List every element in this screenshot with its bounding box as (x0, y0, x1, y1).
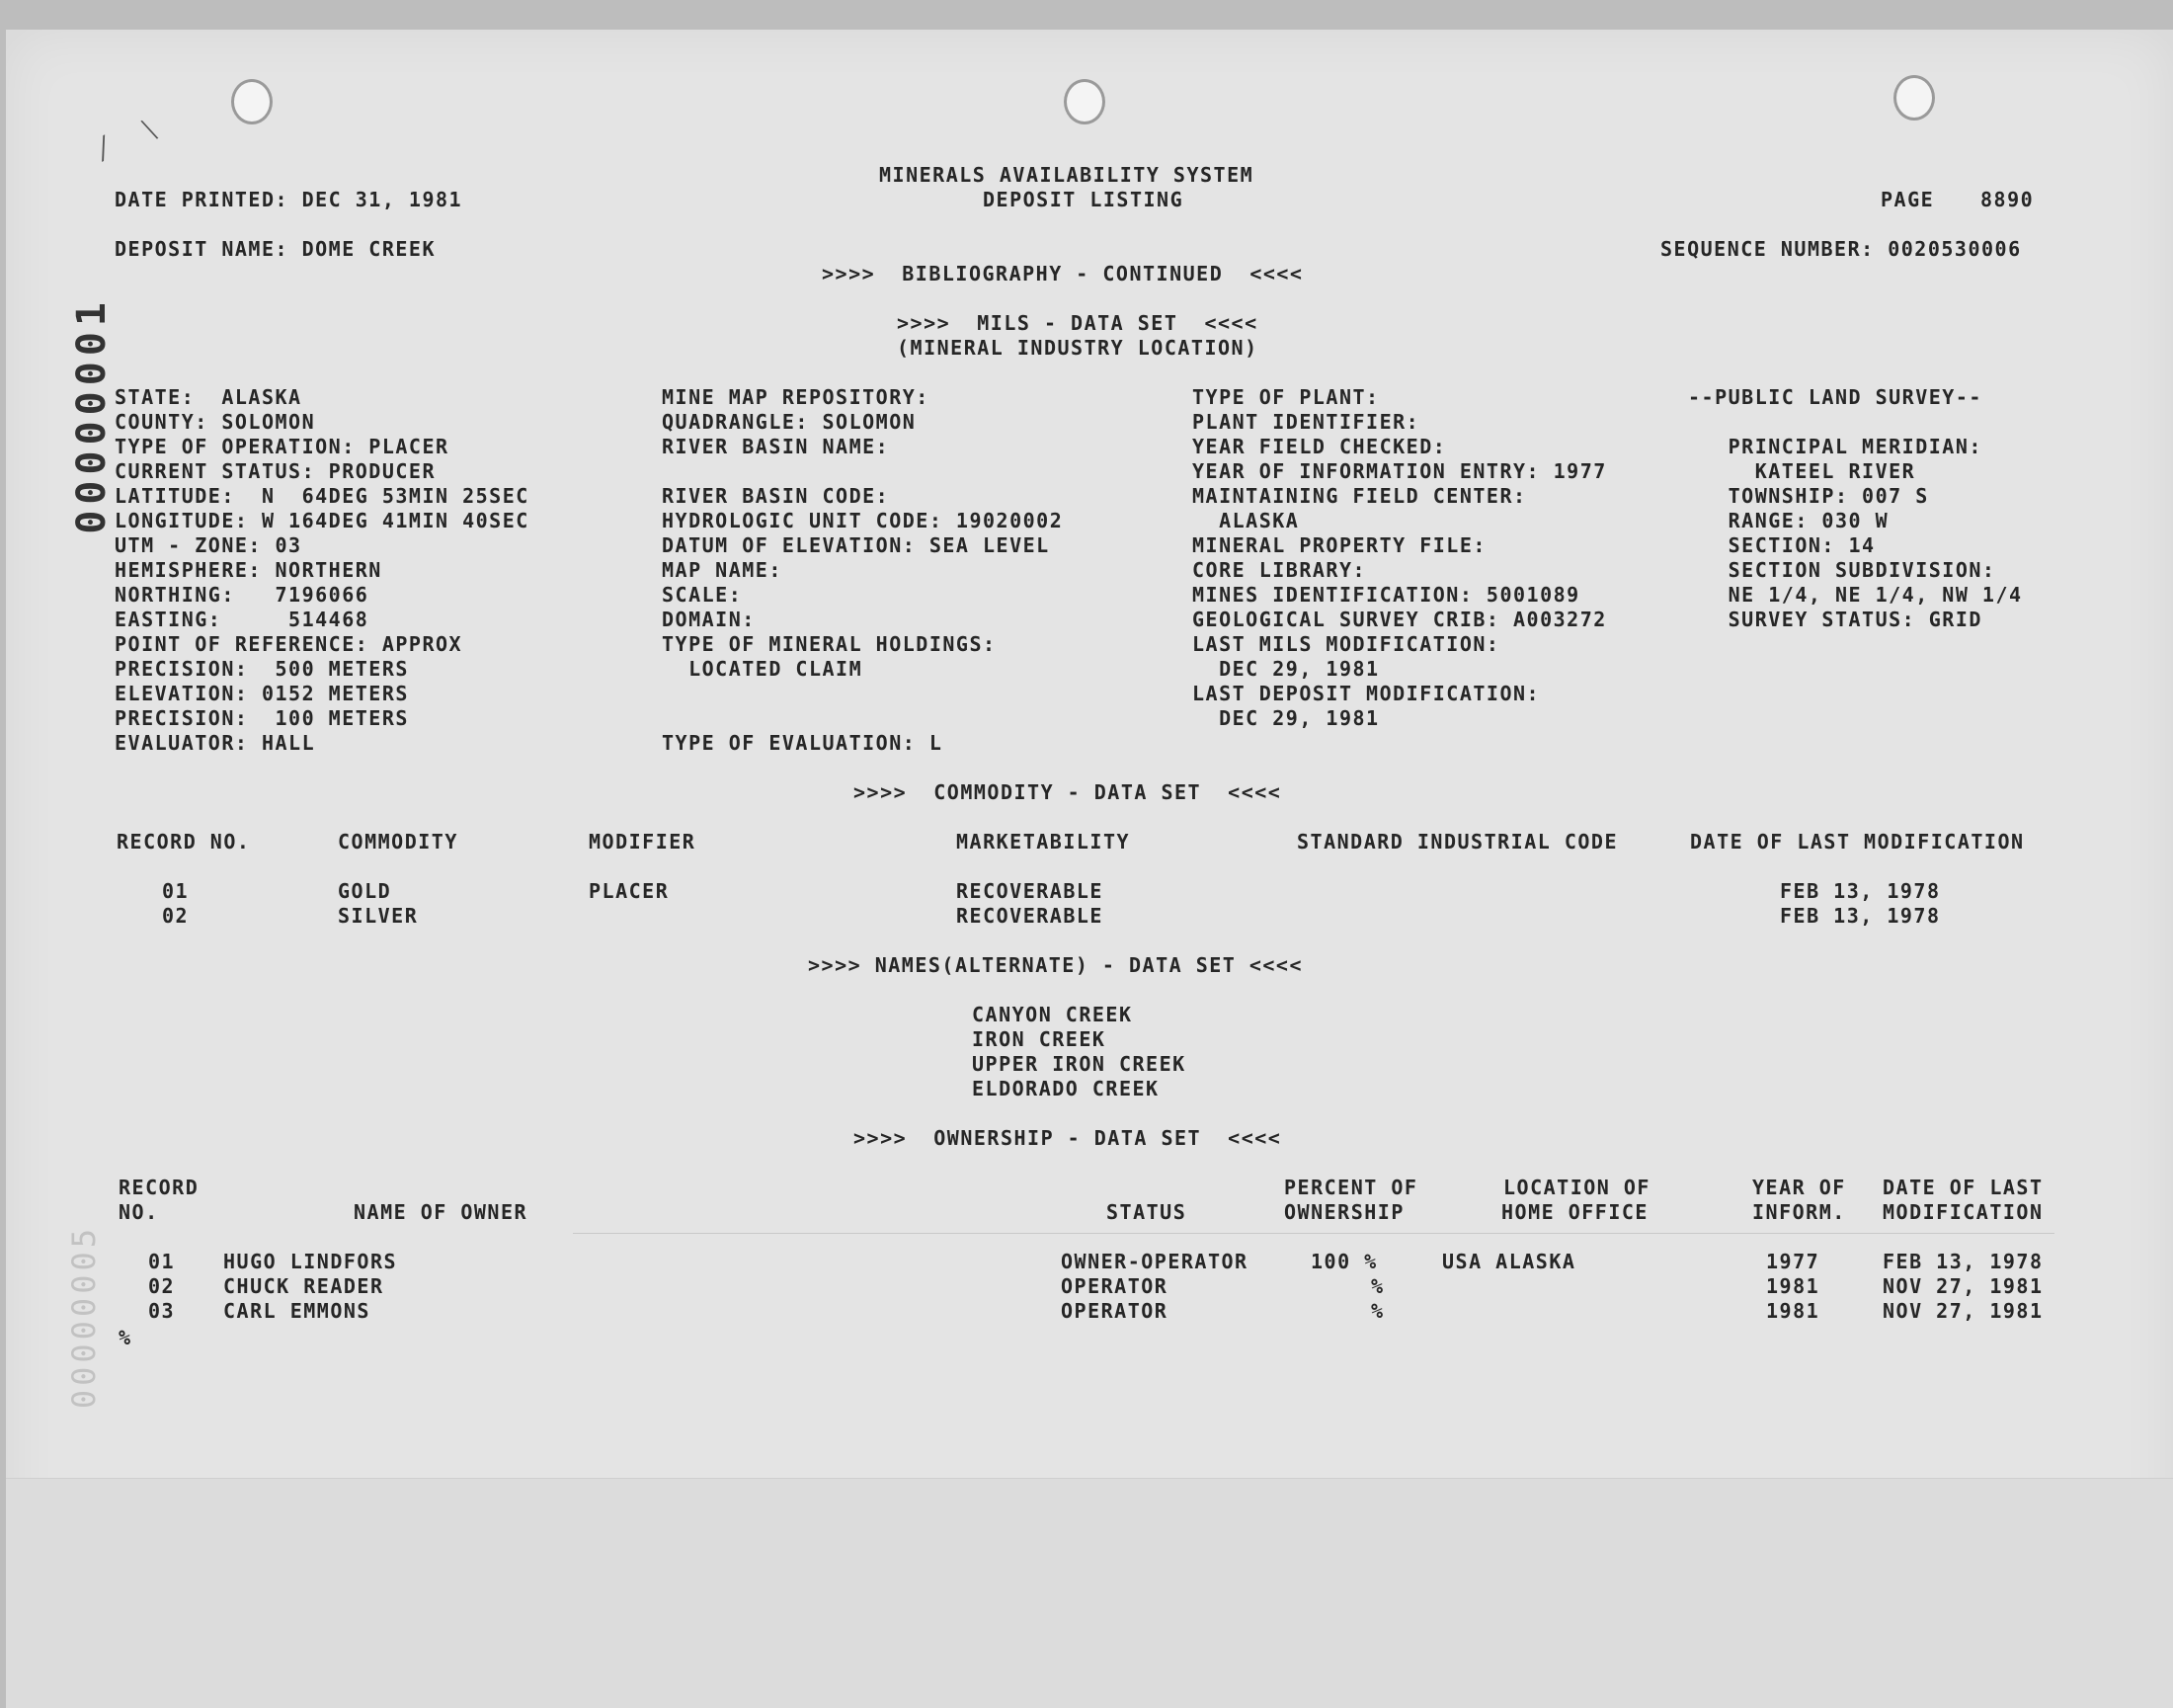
mils-column-location (115, 385, 529, 756)
ownership-row-record: 01 (148, 1250, 176, 1273)
ownership-rule (573, 1233, 2054, 1234)
page-lower-margin (6, 1478, 2173, 1708)
mils-field (662, 706, 1063, 731)
mils-field: TOWNSHIP: 007 S (1688, 484, 1929, 508)
commodity-col-commodity: COMMODITY (338, 830, 458, 854)
mils-field: TYPE OF OPERATION: PLACER (115, 435, 449, 458)
mils-field: PRECISION: 500 METERS (115, 657, 409, 681)
commodity-row-date: FEB 13, 1978 (1780, 904, 1941, 928)
commodity-row-commodity: SILVER (338, 904, 419, 928)
ownership-col-status: STATUS (1106, 1200, 1187, 1224)
commodity-row-marketability: RECOVERABLE (956, 904, 1103, 928)
commodity-row-modifier: PLACER (589, 879, 670, 903)
ownership-row-year: 1981 (1766, 1274, 1820, 1298)
mils-field: LONGITUDE: W 164DEG 41MIN 40SEC (115, 509, 529, 532)
alternate-name: CANYON CREEK (972, 1003, 1133, 1026)
mils-field (1688, 410, 2023, 435)
ownership-row-percent: 100 % (1311, 1250, 1378, 1273)
mils-field: DEC 29, 1981 (1192, 706, 1380, 730)
mils-field: PRECISION: 100 METERS (115, 706, 409, 730)
mils-field: QUADRANGLE: SOLOMON (662, 410, 917, 434)
ownership-footer-mark: % (119, 1326, 132, 1349)
mils-field: PRINCIPAL MERIDIAN: (1688, 435, 1982, 458)
bibliography-header: >>>> BIBLIOGRAPHY - CONTINUED <<<< (822, 262, 1304, 285)
commodity-row-date: FEB 13, 1978 (1780, 879, 1941, 903)
mils-field: MAINTAINING FIELD CENTER: (1192, 484, 1527, 508)
mils-field (662, 459, 1063, 484)
mils-column-maps (662, 385, 1063, 756)
ownership-col-name: NAME OF OWNER (354, 1200, 528, 1224)
mils-field: PLANT IDENTIFIER: (1192, 410, 1420, 434)
binder-hole-left (231, 79, 273, 124)
alternate-name: ELDORADO CREEK (972, 1077, 1160, 1100)
ownership-header: >>>> OWNERSHIP - DATA SET <<<< (853, 1126, 1282, 1150)
commodity-row-record: 02 (162, 904, 190, 928)
ownership-row-name: CARL EMMONS (223, 1299, 370, 1323)
ownership-col-location: HOME OFFICE (1501, 1200, 1649, 1224)
commodity-row-record: 01 (162, 879, 190, 903)
ownership-row-year: 1981 (1766, 1299, 1820, 1323)
ownership-col-record: RECORD (119, 1176, 200, 1199)
mils-field: MAP NAME: (662, 558, 782, 582)
mils-subheader: (MINERAL INDUSTRY LOCATION) (897, 336, 1258, 360)
page-label: PAGE (1881, 188, 1935, 211)
commodity-row-marketability: RECOVERABLE (956, 879, 1103, 903)
mils-field: NE 1/4, NE 1/4, NW 1/4 (1688, 583, 2023, 607)
mils-field: DOMAIN: (662, 608, 756, 631)
ownership-row-status: OPERATOR (1061, 1274, 1168, 1298)
commodity-col-marketability: MARKETABILITY (956, 830, 1131, 854)
alternate-name: UPPER IRON CREEK (972, 1052, 1186, 1076)
mils-field: YEAR OF INFORMATION ENTRY: 1977 (1192, 459, 1607, 483)
mils-header: >>>> MILS - DATA SET <<<< (897, 311, 1258, 335)
commodity-col-modifier: MODIFIER (589, 830, 696, 854)
mils-field: RIVER BASIN CODE: (662, 484, 890, 508)
mils-field: GEOLOGICAL SURVEY CRIB: A003272 (1192, 608, 1607, 631)
mils-field: ELEVATION: 0152 METERS (115, 682, 409, 705)
ownership-row-name: HUGO LINDFORS (223, 1250, 398, 1273)
alternate-name: IRON CREEK (972, 1027, 1106, 1051)
deposit-name: DEPOSIT NAME: DOME CREEK (115, 237, 436, 261)
mils-field: TYPE OF EVALUATION: L (662, 731, 943, 755)
page-number: 8890 (1980, 188, 2035, 211)
ownership-col-location: LOCATION OF (1503, 1176, 1650, 1199)
film-code-faint: 00000005 (65, 1225, 103, 1410)
mils-field: COUNTY: SOLOMON (115, 410, 316, 434)
mils-field: DEC 29, 1981 (1192, 657, 1380, 681)
listing-title: DEPOSIT LISTING (983, 188, 1184, 211)
ownership-row-percent: % (1371, 1274, 1385, 1298)
ownership-row-status: OWNER-OPERATOR (1061, 1250, 1248, 1273)
mils-field: EVALUATOR: HALL (115, 731, 316, 755)
mils-field: TYPE OF MINERAL HOLDINGS: (662, 632, 997, 656)
mils-field: DATUM OF ELEVATION: SEA LEVEL (662, 533, 1050, 557)
binder-hole-center (1064, 79, 1105, 124)
commodity-row-commodity: GOLD (338, 879, 392, 903)
mils-field: MINES IDENTIFICATION: 5001089 (1192, 583, 1580, 607)
ownership-row-date: FEB 13, 1978 (1883, 1250, 2044, 1273)
mils-field: RANGE: 030 W (1688, 509, 1890, 532)
film-code: 00000001 (69, 296, 115, 534)
mils-field: CORE LIBRARY: (1192, 558, 1367, 582)
mils-field: TYPE OF PLANT: (1192, 385, 1380, 409)
mils-field: LATITUDE: N 64DEG 53MIN 25SEC (115, 484, 529, 508)
ownership-row-date: NOV 27, 1981 (1883, 1299, 2044, 1323)
ownership-col-year: INFORM. (1752, 1200, 1846, 1224)
mils-field: RIVER BASIN NAME: (662, 435, 890, 458)
ownership-row-record: 02 (148, 1274, 176, 1298)
mils-field: LAST DEPOSIT MODIFICATION: (1192, 682, 1541, 705)
mils-field: SURVEY STATUS: GRID (1688, 608, 1982, 631)
ownership-col-year: YEAR OF (1752, 1176, 1846, 1199)
commodity-header: >>>> COMMODITY - DATA SET <<<< (853, 780, 1282, 804)
mils-field: LAST MILS MODIFICATION: (1192, 632, 1500, 656)
ownership-row-percent: % (1371, 1299, 1385, 1323)
system-title: MINERALS AVAILABILITY SYSTEM (879, 163, 1254, 187)
ownership-row-name: CHUCK READER (223, 1274, 384, 1298)
mils-field: SECTION SUBDIVISION: (1688, 558, 1996, 582)
ownership-row-status: OPERATOR (1061, 1299, 1168, 1323)
mils-field: CURRENT STATUS: PRODUCER (115, 459, 436, 483)
mils-field: YEAR FIELD CHECKED: (1192, 435, 1447, 458)
ownership-col-record: NO. (119, 1200, 159, 1224)
pen-mark: ⁄ ﹨ (85, 101, 174, 172)
mils-field: UTM - ZONE: 03 (115, 533, 302, 557)
mils-field: STATE: ALASKA (115, 385, 302, 409)
mils-field: POINT OF REFERENCE: APPROX (115, 632, 463, 656)
mils-field (662, 682, 1063, 706)
mils-field: HYDROLOGIC UNIT CODE: 19020002 (662, 509, 1064, 532)
mils-field: --PUBLIC LAND SURVEY-- (1688, 385, 1982, 409)
ownership-row-location: USA ALASKA (1442, 1250, 1576, 1273)
ownership-row-record: 03 (148, 1299, 176, 1323)
mils-field: SCALE: (662, 583, 743, 607)
ownership-col-date: DATE OF LAST (1883, 1176, 2044, 1199)
mils-field: EASTING: 514468 (115, 608, 369, 631)
date-printed: DATE PRINTED: DEC 31, 1981 (115, 188, 463, 211)
alternate-names-list (972, 1003, 1186, 1101)
mils-field: NORTHING: 7196066 (115, 583, 369, 607)
sequence-number: SEQUENCE NUMBER: 0020530006 (1660, 237, 2022, 261)
mils-field: HEMISPHERE: NORTHERN (115, 558, 382, 582)
ownership-row-year: 1977 (1766, 1250, 1820, 1273)
commodity-col-record: RECORD NO. (117, 830, 251, 854)
ownership-col-date: MODIFICATION (1883, 1200, 2044, 1224)
names-header: >>>> NAMES(ALTERNATE) - DATA SET <<<< (808, 953, 1304, 977)
mils-field: MINE MAP REPOSITORY: (662, 385, 929, 409)
mils-field: LOCATED CLAIM (662, 657, 863, 681)
ownership-col-percent: OWNERSHIP (1284, 1200, 1405, 1224)
mils-field: KATEEL RIVER (1688, 459, 1916, 483)
ownership-row-date: NOV 27, 1981 (1883, 1274, 2044, 1298)
ownership-col-percent: PERCENT OF (1284, 1176, 1418, 1199)
commodity-col-sic: STANDARD INDUSTRIAL CODE (1297, 830, 1618, 854)
mils-column-land-survey (1688, 385, 2023, 632)
mils-column-plant (1192, 385, 1607, 731)
mils-field: MINERAL PROPERTY FILE: (1192, 533, 1487, 557)
mils-field: ALASKA (1192, 509, 1300, 532)
binder-hole-right (1893, 75, 1935, 121)
commodity-col-date: DATE OF LAST MODIFICATION (1690, 830, 2025, 854)
mils-field: SECTION: 14 (1688, 533, 1876, 557)
